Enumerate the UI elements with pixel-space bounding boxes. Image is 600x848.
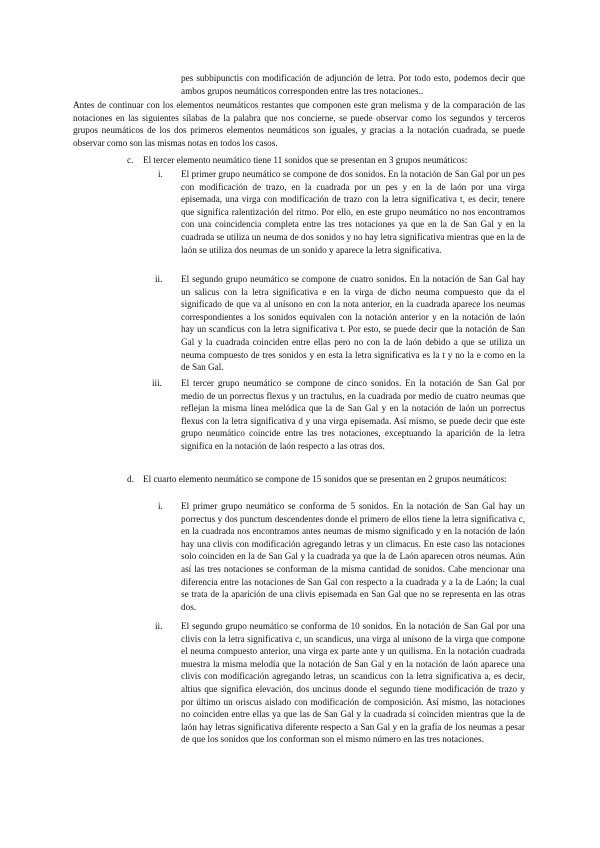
continuation-paragraph: pes subbipunctis con modificación de adjunción de letra. Por todo esto, podemos decir que ambos grupos neumáticos corresponden entre las tres notaciones.. — [181, 73, 525, 96]
sublist-item-d-i: El primer grupo neumático se conforma de 5 sonidos. En la notación de San Gal hay un porrectus y dos punctum descendentes donde el primero de ellos tiene la letra significativa c, en la cuadrada nos encontramos antes neumas de mismo significado y en la notación de laón hay una clivis con modificación agregando letras y un climacus. En este caso las notaciones solo coinciden en la de San Gal y la cuadrada ya que la de Laón aparecen otros neumas. Aún así las tres notaciones se conforman de la misma cantidad de sonidos. Cabe mencionar una diferencia entre las notaciones de San Gal con respecto a la cuadrada y a la de Laón; la cual se trata de la aparición de una clivis episemada en San Gal que no se representa en las otras dos. — [181, 501, 525, 612]
sublist-marker-d-ii: ii. — [155, 621, 163, 631]
list-marker-d: d. — [127, 474, 134, 484]
sublist-marker-c-iii: iii. — [152, 378, 162, 388]
sublist-item-d-ii: El segundo grupo neumático se conforma de 10 sonidos. En la notación de San Gal por una clivis con la letra significativa c, un scandicus, una virga al unísono de la virga que compone el neuma compuesto anterior, una virga ex parte ante y un quilisma. En la notación cuadrada muestra la misma melodía que la notación de San Gal y en la notación de laón aparece una clivis con modificación agregando letras, un scandicus con la letra significativa a, es decir, altius que significa elevación, dos uncinus donde el segundo tiene modificación de trazo y por último un oriscus aislado con modificación de composición. Así mismo, las notaciones no coinciden entre ellas ya que las de San Gal y la cuadrada sí coinciden mientras que la de laón hay letras significativa diferente respecto a San Gal y en la grafía de los neumas a pesar de que los sonidos que los conforman son el mismo número en las tres notaciones. — [181, 621, 525, 745]
sublist-item-c-i: El primer grupo neumático se compone de dos sonidos. En la notación de San Gal por un pes con modificación de trazo, en la cuadrada por un pes y en la de laón por una virga episemada, una virga con modificación de trazo con la letra significativa t, es decir, tenere que significa ralentización del ritmo. Por ello, en este grupo neumático no nos encontramos con una coincidencia completa entre las tres notaciones ya que en la de San Gal y en la cuadrada se utiliza un neuma de dos sonidos y no hay letra significativa mientras que en la de laón se utiliza dos neumas de un sonido y aparece la letra significativa. — [181, 169, 525, 255]
list-marker-c: c. — [127, 155, 134, 165]
sublist-marker-d-i: i. — [158, 501, 163, 511]
list-item-d: El cuarto elemento neumático se compone de 15 sonidos que se presentan en 2 grupos neumáticos: — [143, 474, 507, 484]
list-item-c: El tercer elemento neumático tiene 11 sonidos que se presentan en 3 grupos neumáticos: — [143, 155, 468, 165]
sublist-item-c-ii: El segundo grupo neumático se compone de cuatro sonidos. En la notación de San Gal hay un salicus con la letra significativa e en la virga de dicho neuma compuesto que da el significado de que va al unísono en con la nota anterior, en la cuadrada aparece los neumas correspondientes a los sonidos equivalen con la notación anterior y en la notación de laón hay un scandicus con la letra significativa t. Por esto, se puede decir que la notación de San Gal y la cuadrada coinciden entre ellas pero no con la de laón debido a que se utiliza un neuma compuesto de tres sonidos y en esta la letra significativa es la t y no la e como en la de San Gal. — [181, 274, 525, 373]
sublist-marker-c-ii: ii. — [155, 274, 163, 284]
intro-paragraph: Antes de continuar con los elementos neumáticos restantes que componen este gran melisma y de la comparación de las notaciones en las siguientes sílabas de la palabra que nos concierne, se puede observar como los segundos y terceros grupos neumáticos de los dos primeros elementos neumáticos son iguales, y gracias a la notación cuadrada, se puede observar como son las mismas notas en todos los casos. — [73, 100, 525, 148]
sublist-item-c-iii: El tercer grupo neumático se compone de cinco sonidos. En la notación de San Gal por medio de un porrectus flexus y un tractulus, en la cuadrada por medio de cuatro neumas que reflejan la misma línea melódica que la de San Gal y en la notación de laón un porrectus flexus con la letra significativa d y una virga episemada. Así mismo, se puede decir que este grupo neumático coincide entre las tres notaciones, exceptuando la aparición de la letra significa en la notación de laón respecto a las otras dos. — [181, 378, 525, 451]
sublist-marker-c-i: i. — [158, 169, 163, 179]
